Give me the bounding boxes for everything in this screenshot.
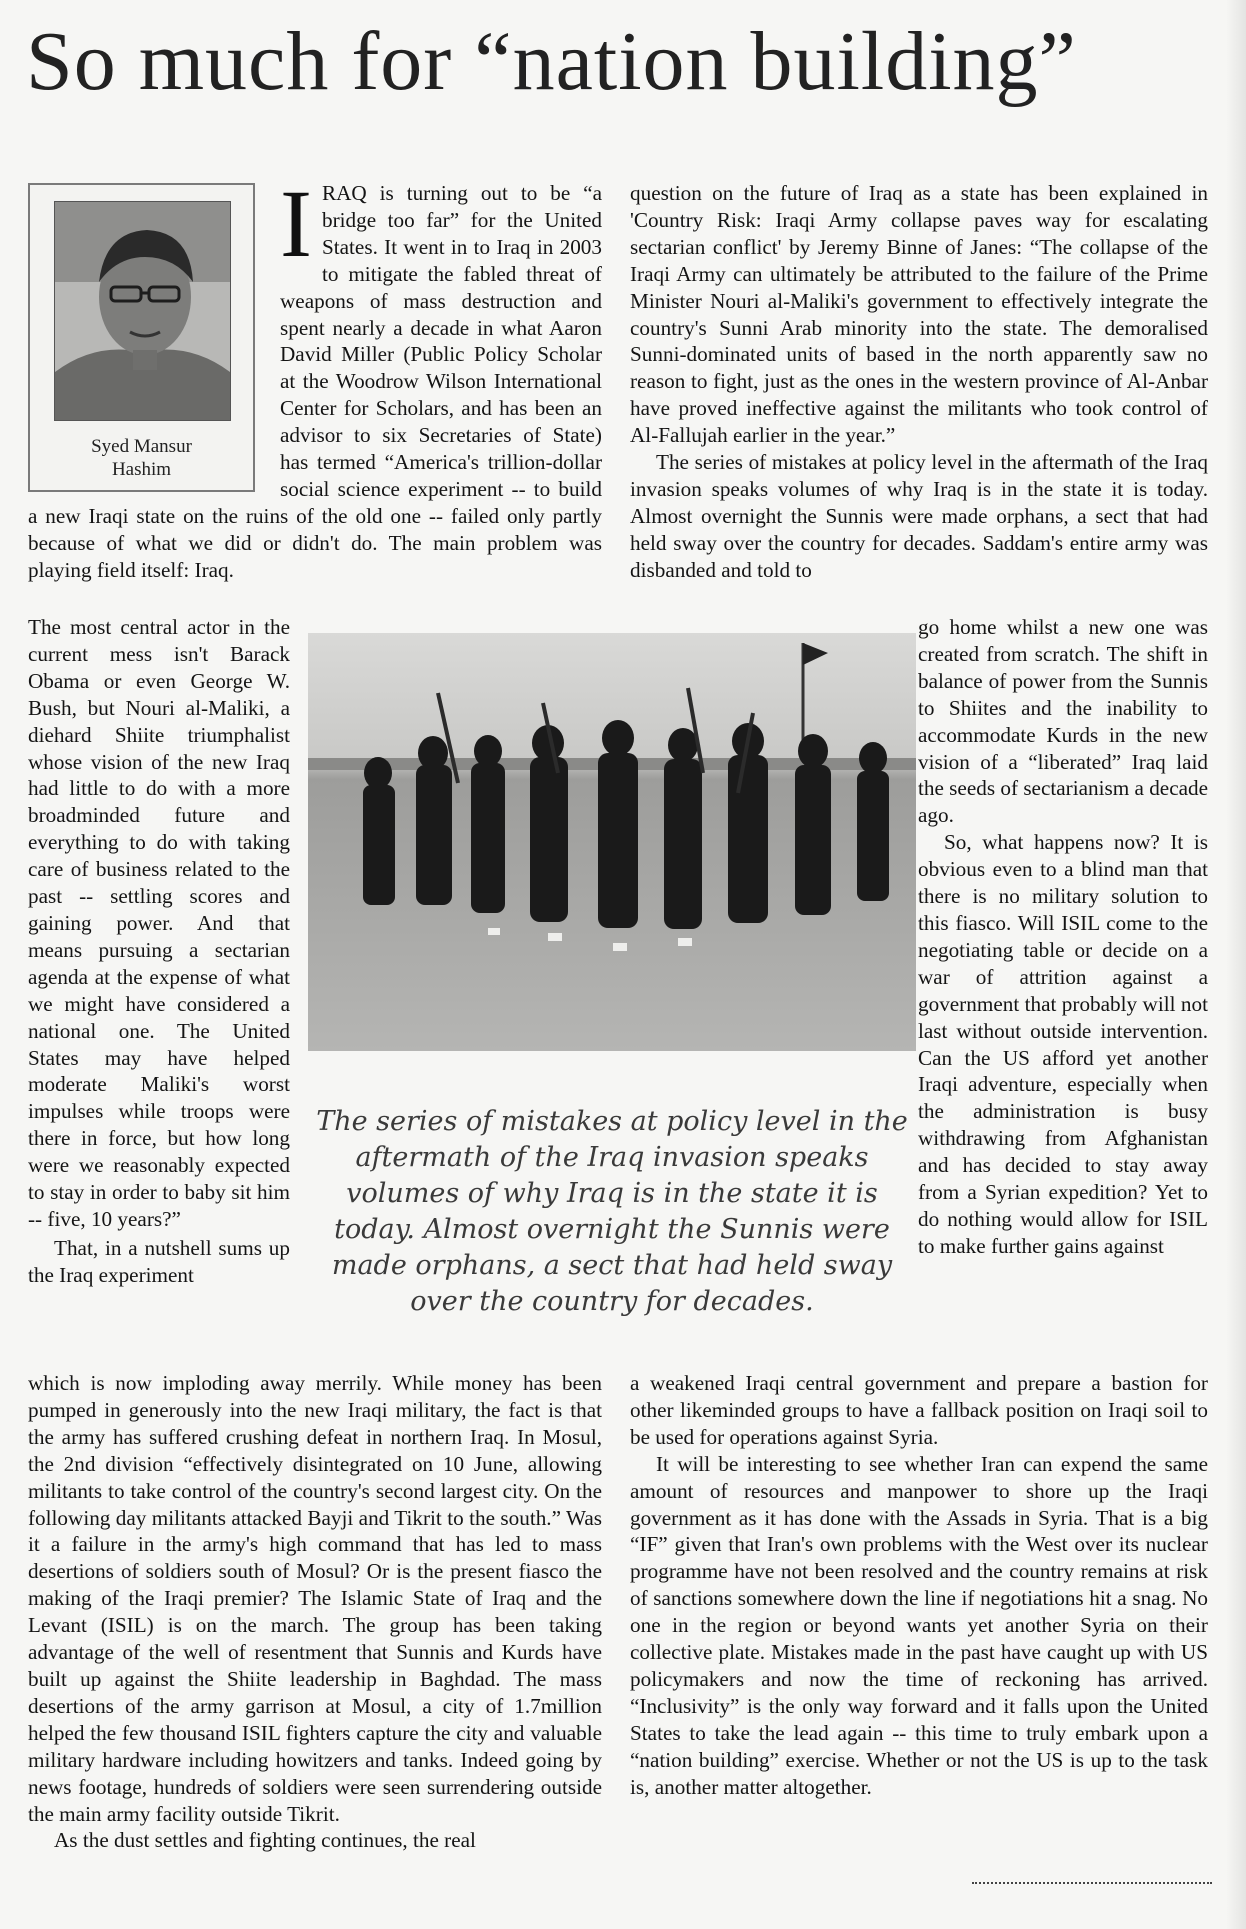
article-paragraph: go home whilst a new one was created from scratch. The shift in balance of power from the Sunnis to Shiites and the inability to accommodate Kurds in the new vision of a “liberated” Iraq laid the seeds of sectarianism a decade ago.: [918, 615, 1209, 828]
author-name-line1: Syed Mansur: [91, 436, 192, 457]
article-paragraph: It will be interesting to see whether Iran can expend the same amount of resources and manpower to shore up the Iraqi government as it has done with the Assads in Syria. That is a big “IF” given that Iran's own problems with the West over its nuclear programme have not been resolved and the country remains at risk of sanctions somewhere down the line if negotiations hit a snag. No one in the region or beyond wants yet another Syria on their collective plate. Mistakes made in the past have caught up with US policymakers and now the time of reckoning has arrived. “Inclusivity” is the only way forward and it falls upon the United States to take the lead again -- this time to truly embark upon a “nation building” exercise. Whether or not the US is up to the task is, another matter altogether.: [630, 1451, 1208, 1799]
news-photo: [308, 633, 916, 1051]
article-paragraph: That, in a nutshell sums up the Iraq experiment: [28, 1235, 290, 1287]
column-1-top: [28, 170, 602, 584]
article-paragraph: which is now imploding away merrily. While money has been pumped in generously into the new Iraqi military, the fact is that the army has suffered crushing defeat in northern Iraq. In Mosul, the 2nd division “effectively disintegrated on 10 June, allowing militants to take control of the country's second largest city. On the following day militants attacked Bayji and Tikrit to the south.” Was it a failure in the army's high command that has led to mass desertions of soldiers south of Mosul? Or is the present fiasco the making of the Iraqi premier? The Islamic State of Iraq and the Levant (ISIL) is on the march. The group has been taking advantage of the well of resentment that Sunnis and Kurds have built up against the Shiite leadership in Baghdad. The mass desertions of the army garrison at Mosul, a city of 1.7million helped the few thousand ISIL fighters capture the city and valuable military hardware including howitzers and tanks. Indeed going by news footage, hundreds of soldiers were seen surrendering outside the main army facility outside Tikrit.: [28, 1371, 602, 1826]
article-paragraph: The most central actor in the current mess isn't Barack Obama or even George W. Bush, but Nouri al-Maliki, a diehard Shiite triumphalist whose vision of the new Iraq had little to do with a more broadminded future and everything to do with taking care of business related to the past -- settling scores and gaining power. And that means pursuing a sectarian agenda at the expense of what we might have considered a national one. The United States may have helped moderate Maliki's worst impulses while troops were there in force, but how long were we reasonably expected to stay in order to baby sit him -- five, 10 years?”: [28, 615, 290, 1231]
page-edge: [1226, 0, 1246, 1929]
article-paragraph: question on the future of Iraq as a state has been explained in 'Country Risk: Iraqi Army collapse paves way for escalating sectarian conflict' by Jeremy Binne of Janes: “The collapse of the Iraqi Army can ultimately be attributed to the failure of the Prime Minister Nouri al-Maliki's government to effectively integrate the country's Sunni Arab minority into the state. The demoralised Sunni-dominated units of based in the north apparently saw no reason to fight, just as the ones in the western province of Al-Anbar have proved ineffective against the militants who took control of Al-Fallujah earlier in the year.”: [630, 181, 1208, 448]
author-box-spacer: [28, 180, 280, 498]
author-name-line2: Hashim: [111, 459, 172, 480]
article-paragraph: So, what happens now? It is obvious even to a blind man that there is no military solution to this fiasco. Will ISIL come to the negotiating table or decide on a war of attrition against a government that probably will not last without outside intervention. Can the US afford yet another Iraqi adventure, especially when the administration is busy withdrawing from Afghanistan and has decided to stay away from a Syrian expedition? Yet to do nothing would allow for ISIL to make further gains against: [918, 830, 1208, 1258]
article-paragraph: The series of mistakes at policy level in the aftermath of the Iraq invasion speaks volumes of why Iraq is in the state it is today. Almost overnight the Sunnis were made orphans, a sect that had held sway over the country for decades. Saddam's entire army was disbanded and told to: [630, 450, 1208, 582]
end-rule: [972, 1882, 1212, 1884]
drop-cap: I: [280, 170, 312, 277]
column-2-bottom: [630, 1370, 1208, 1801]
article-paragraph: As the dust settles and fighting continues, the real: [54, 1828, 476, 1853]
column-1-bottom: [28, 1370, 602, 1854]
column-1-narrow: [28, 614, 290, 1289]
militants-photo-image: [308, 633, 916, 1051]
column-2-top: [630, 180, 1208, 584]
column-3-narrow: [918, 614, 1208, 1260]
headline: So much for “nation building”: [26, 15, 1077, 108]
article-paragraph: a weakened Iraqi central government and prepare a bastion for other likeminded groups to have a fallback position on Iraqi soil to be used for operations against Syria.: [630, 1371, 1208, 1449]
article-text-p1a: RAQ is turning out to be “a bridge too far” for the United States. It went in to Iraq in 2003 to mitigate the fabled threat of weapons of mass destruction and spent nearly a decade in what Aaron David Miller (Public Policy Scholar at the Woodrow Wilson International Center for Scholars, and has been an advisor to six Secretaries of State) has termed “America's trillion-dollar social science experiment -- to build a new Iraqi state on the ruins of the old one -- failed only partly because of what we did or didn't do. The main problem was playing field itself: Iraq.: [28, 181, 602, 582]
pull-quote: The series of mistakes at policy level in the aftermath of the Iraq invasion speaks volumes of why Iraq is in the state it is today. Almost overnight the Sunnis were made orphans, a sect that had held sway over the country for decades.: [316, 1106, 908, 1317]
